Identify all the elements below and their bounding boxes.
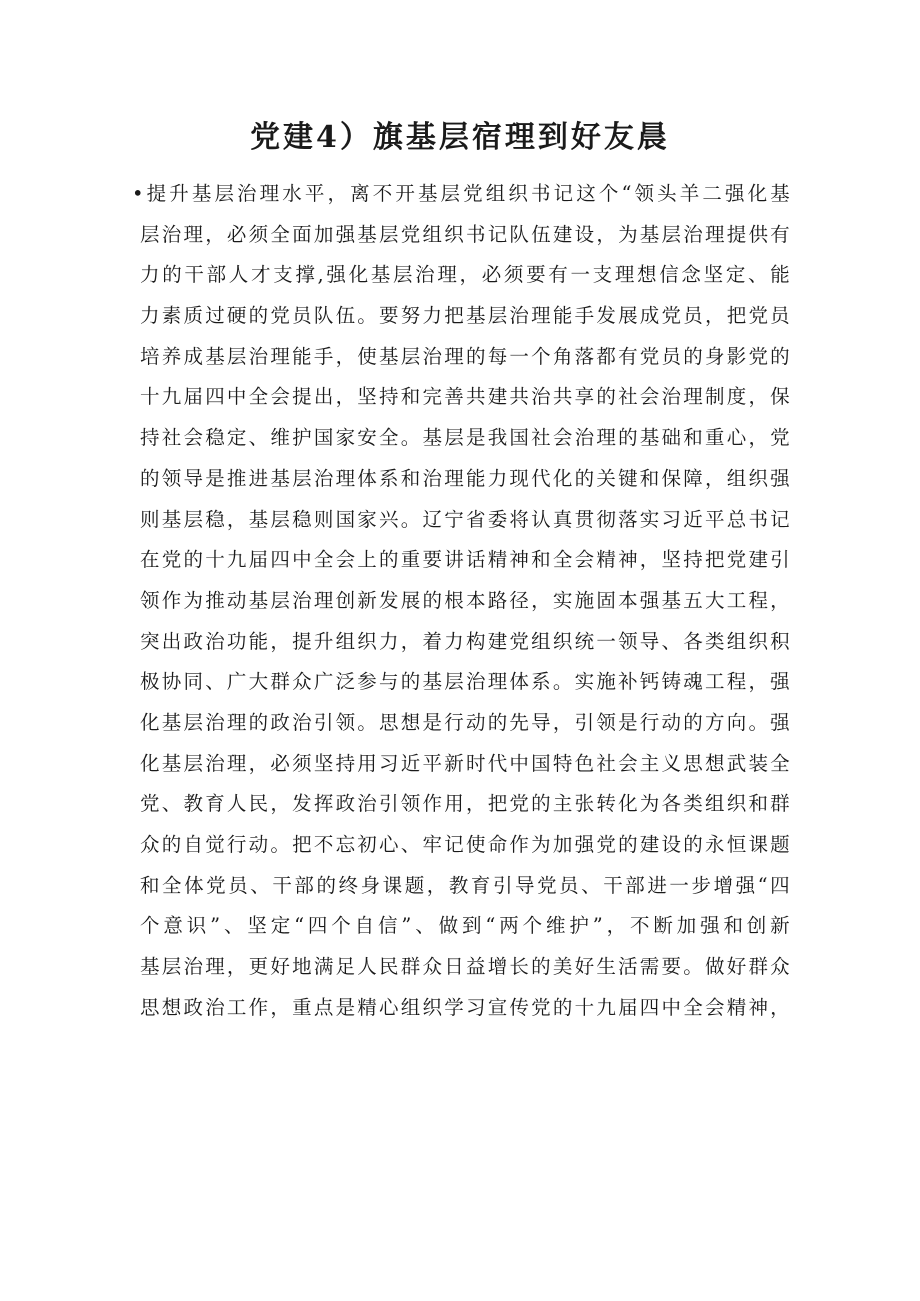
body-line: 化基层治理的政治引领。思想是行动的先导，引领是行动的方向。强 xyxy=(140,710,790,734)
body-line: 力的干部人才支撑,强化基层治理，必须要有一支理想信念坚定、能 xyxy=(140,263,790,287)
body-line: 基层治理，更好地满足人民群众日益增长的美好生活需要。做好群众 xyxy=(140,955,790,979)
body-line: 力素质过硬的党员队伍。要努力把基层治理能手发展成党员，把党员 xyxy=(140,304,790,328)
body-line: 思想政治工作，重点是精心组织学习宣传党的十九届四中全会精神， xyxy=(140,995,790,1019)
body-line: 化基层治理，必须坚持用习近平新时代中国特色社会主义思想武装全 xyxy=(140,751,790,775)
body-line: 众的自觉行动。把不忘初心、牢记使命作为加强党的建设的永恒课题 xyxy=(140,833,790,856)
body-line: 领作为推动基层治理创新发展的根本路径，实施固本强基五大工程， xyxy=(140,588,790,612)
body-line: 则基层稳，基层稳则国家兴。辽宁省委将认真贯彻落实习近平总书记 xyxy=(140,507,790,531)
body-line: 和全体党员、干部的终身课题，教育引导党员、干部进一步增强“四 xyxy=(140,873,790,897)
body-line: 在党的十九届四中全会上的重要讲话精神和全会精神，坚持把党建引 xyxy=(140,548,790,572)
body-line: 极协同、广大群众广泛参与的基层治理体系。实施补钙铸魂工程，强 xyxy=(140,670,790,694)
body-line: 突出政治功能，提升组织力，着力构建党组织统一领导、各类组织积 xyxy=(140,629,790,653)
document-title: 党建4）旗基层宿理到好友晨 xyxy=(250,120,670,155)
body-line: 的领导是推进基层治理体系和治理能力现代化的关键和保障，组织强 xyxy=(140,466,790,490)
body-line: 党、教育人民，发挥政治引领作用，把党的主张转化为各类组织和群 xyxy=(140,792,790,816)
body-line: 培养成基层治理能手，使基层治理的每一个角落都有党员的身影党的 xyxy=(140,344,790,368)
body-line: 持社会稳定、维护国家安全。基层是我国社会治理的基础和重心，党 xyxy=(140,426,790,450)
body-line: 个意识”、坚定“四个自信”、做到“两个维护”，不断加强和创新 xyxy=(140,914,790,938)
document-body xyxy=(132,174,790,1028)
body-line: 层治理，必须全面加强基层党组织书记队伍建设，为基层治理提供有 xyxy=(140,222,790,246)
body-line: •提升基层治理水平，离不开基层党组织书记这个“领头羊二强化基 xyxy=(132,182,790,205)
body-line: 十九届四中全会提出，坚持和完善共建共治共享的社会治理制度，保 xyxy=(140,385,790,409)
